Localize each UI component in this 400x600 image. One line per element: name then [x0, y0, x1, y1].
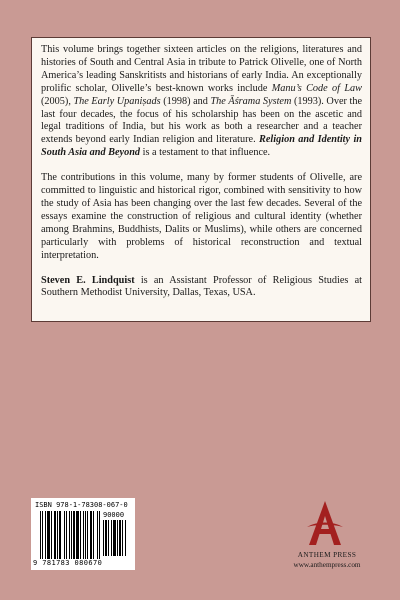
barcode-bar [103, 520, 104, 556]
barcode-bar [71, 511, 72, 559]
barcode-number: 9 781783 080670 [33, 559, 103, 567]
barcode-bar [40, 511, 41, 559]
barcode-bar [85, 511, 86, 559]
barcode-bar [90, 511, 92, 559]
barcode-bars [40, 511, 100, 559]
barcode-bar [73, 511, 75, 559]
barcode-bar [105, 520, 107, 556]
barcode-bar [87, 511, 88, 559]
barcode-addon-bars [103, 520, 131, 556]
description-paragraph-1 [41, 44, 362, 160]
publisher-name: ANTHEM PRESS [297, 551, 357, 559]
barcode-bar [69, 511, 70, 559]
isbn-label: ISBN 978-1-78308-067-0 [35, 501, 128, 509]
barcode-bar [47, 511, 50, 559]
barcode-addon-digits: 90000 [103, 511, 125, 519]
barcode-bar [66, 511, 67, 559]
barcode-bar [111, 520, 112, 556]
barcode-bar [83, 511, 84, 559]
title-asrama-system: The Āśrama System [210, 95, 292, 107]
barcode-bar [93, 511, 94, 559]
text-run: is a testament to that influence. [140, 147, 271, 159]
barcode-bar [76, 511, 79, 559]
text-run: (1998) and [160, 95, 211, 107]
barcode-bar [57, 511, 58, 559]
barcode-bar [80, 511, 81, 559]
barcode-bar [108, 520, 109, 556]
book-title: Religion and Identity in South Asia and Beyond [41, 134, 362, 159]
text-run: This volume brings together sixteen articles on the religions, literatures and histories of South and Central Asia in tribute to Patrick Olivelle, one of North America’s leading Sanskritists and historians of early India. An exceptionally prolific scholar, Olivelle’s best-known works include [41, 44, 362, 94]
anthem-press-logo-icon [305, 500, 345, 548]
barcode-bar [119, 520, 121, 556]
barcode-bar [42, 511, 43, 559]
description-paragraph-2: The contributions in this volume, many by former students of Olivelle, are committed to linguistic and historical rigor, combined with sensitivity to how the study of Asia has been changing over the last few decades. Several of the essays examine the construction of religious and cultural identity (whether among Brahmins, Buddhists, Dalits or Muslims), while others are concerned particularly with problems of historical reconstruction and textual interpretation. [41, 172, 362, 261]
text-run: (2005), [41, 95, 74, 107]
description-panel [31, 37, 371, 322]
barcode-bar [122, 520, 123, 556]
barcode-bar [117, 520, 118, 556]
barcode-bar [99, 511, 100, 559]
author-bio [41, 275, 362, 301]
barcode-bar [51, 511, 52, 559]
barcode-bar [45, 511, 46, 559]
publisher-url: www.anthempress.com [293, 561, 361, 569]
author-bio-text: is an Assistant Professor of Religious Studies at Southern Methodist University, Dallas, Texas, USA. [41, 274, 362, 299]
barcode-bar [64, 511, 65, 559]
barcode-bar [125, 520, 126, 556]
barcode-bar [97, 511, 98, 559]
author-name: Steven E. Lindquist [41, 274, 135, 286]
barcode-bar [54, 511, 56, 559]
barcode-bar [59, 511, 61, 559]
isbn-barcode [31, 498, 135, 570]
barcode-bar [113, 520, 116, 556]
title-early-upanisads: The Early Upaniṣads [73, 95, 161, 107]
text-run: (1993). Over the last four decades, the focus of his scholarship has been on the ascetic and legal traditions of India, but his work as both a researcher and a teacher extends beyond early Indian religion and literature. [41, 95, 363, 146]
title-manus-code-of-law: Manu’s Code of Law [271, 82, 362, 94]
